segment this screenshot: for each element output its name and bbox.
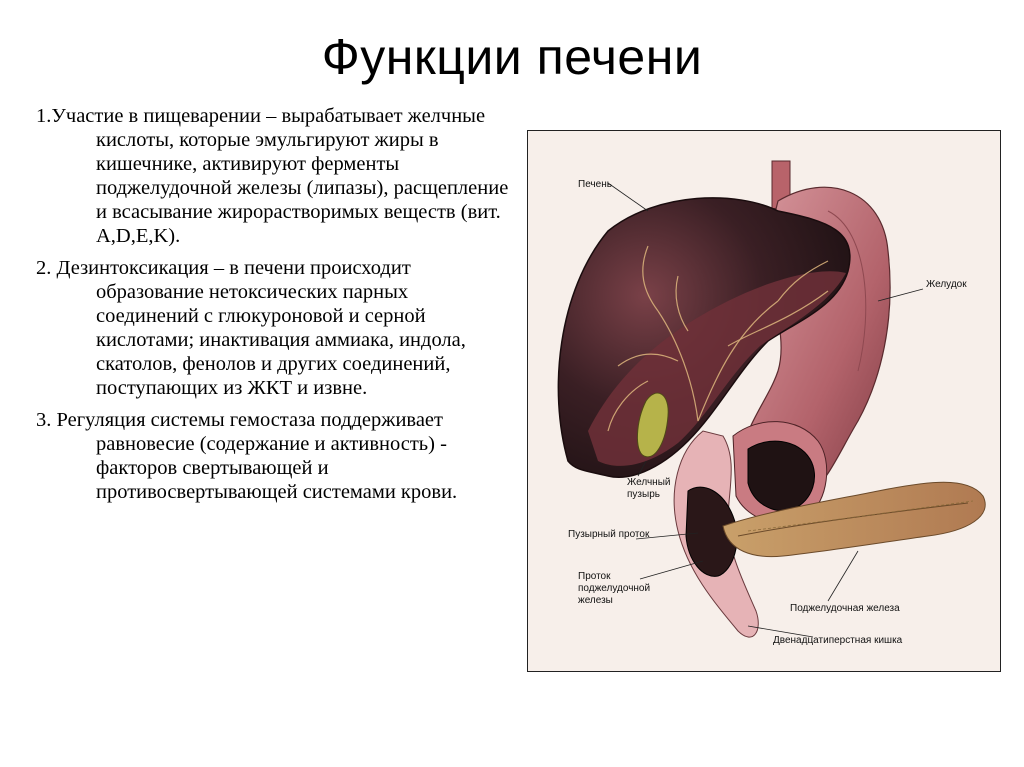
function-item-digestion: 1.Участие в пищеварении – вырабатывает желчные кислоты, которые эмульгируют жиры в кишечнике, активируют ферменты поджелудочной железы (липазы), расщепление и всасывание жирорастворимых веществ (вит. A,D,E,K). (36, 105, 509, 247)
label-liver: Печень (578, 179, 612, 190)
label-pancreatic-duct-line3: железы (578, 595, 613, 606)
label-cystic-duct: Пузырный проток (568, 529, 650, 540)
label-gallbladder-line1: Желчный (627, 477, 671, 488)
function-item-detoxification: 2. Дезинтоксикация – в печени происходит образование нетоксических парных соединений с глюкуроновой и серной кислотами; инактивация аммиака, индола, скатолов, фенолов и других соединений, поступающих из ЖКТ и извне. (36, 257, 466, 399)
liver-anatomy-illustration (527, 130, 1001, 672)
label-gallbladder-line2: пузырь (627, 489, 660, 500)
label-stomach: Желудок (926, 279, 967, 290)
label-pancreatic-duct-line1: Проток (578, 571, 611, 582)
label-pancreatic-duct-line2: поджелудочной (578, 583, 651, 594)
function-item-hemostasis: 3. Регуляция системы гемостаза поддерживает равновесие (содержание и активность) - факторов свертывающей и противосвертывающей системами крови. (36, 409, 458, 503)
label-duodenum: Двенадцатиперстная кишка (773, 635, 903, 646)
label-pancreas: Поджелудочная железа (790, 603, 900, 614)
slide-title: Функции печени (321, 29, 703, 85)
liver-functions-list (36, 104, 516, 512)
